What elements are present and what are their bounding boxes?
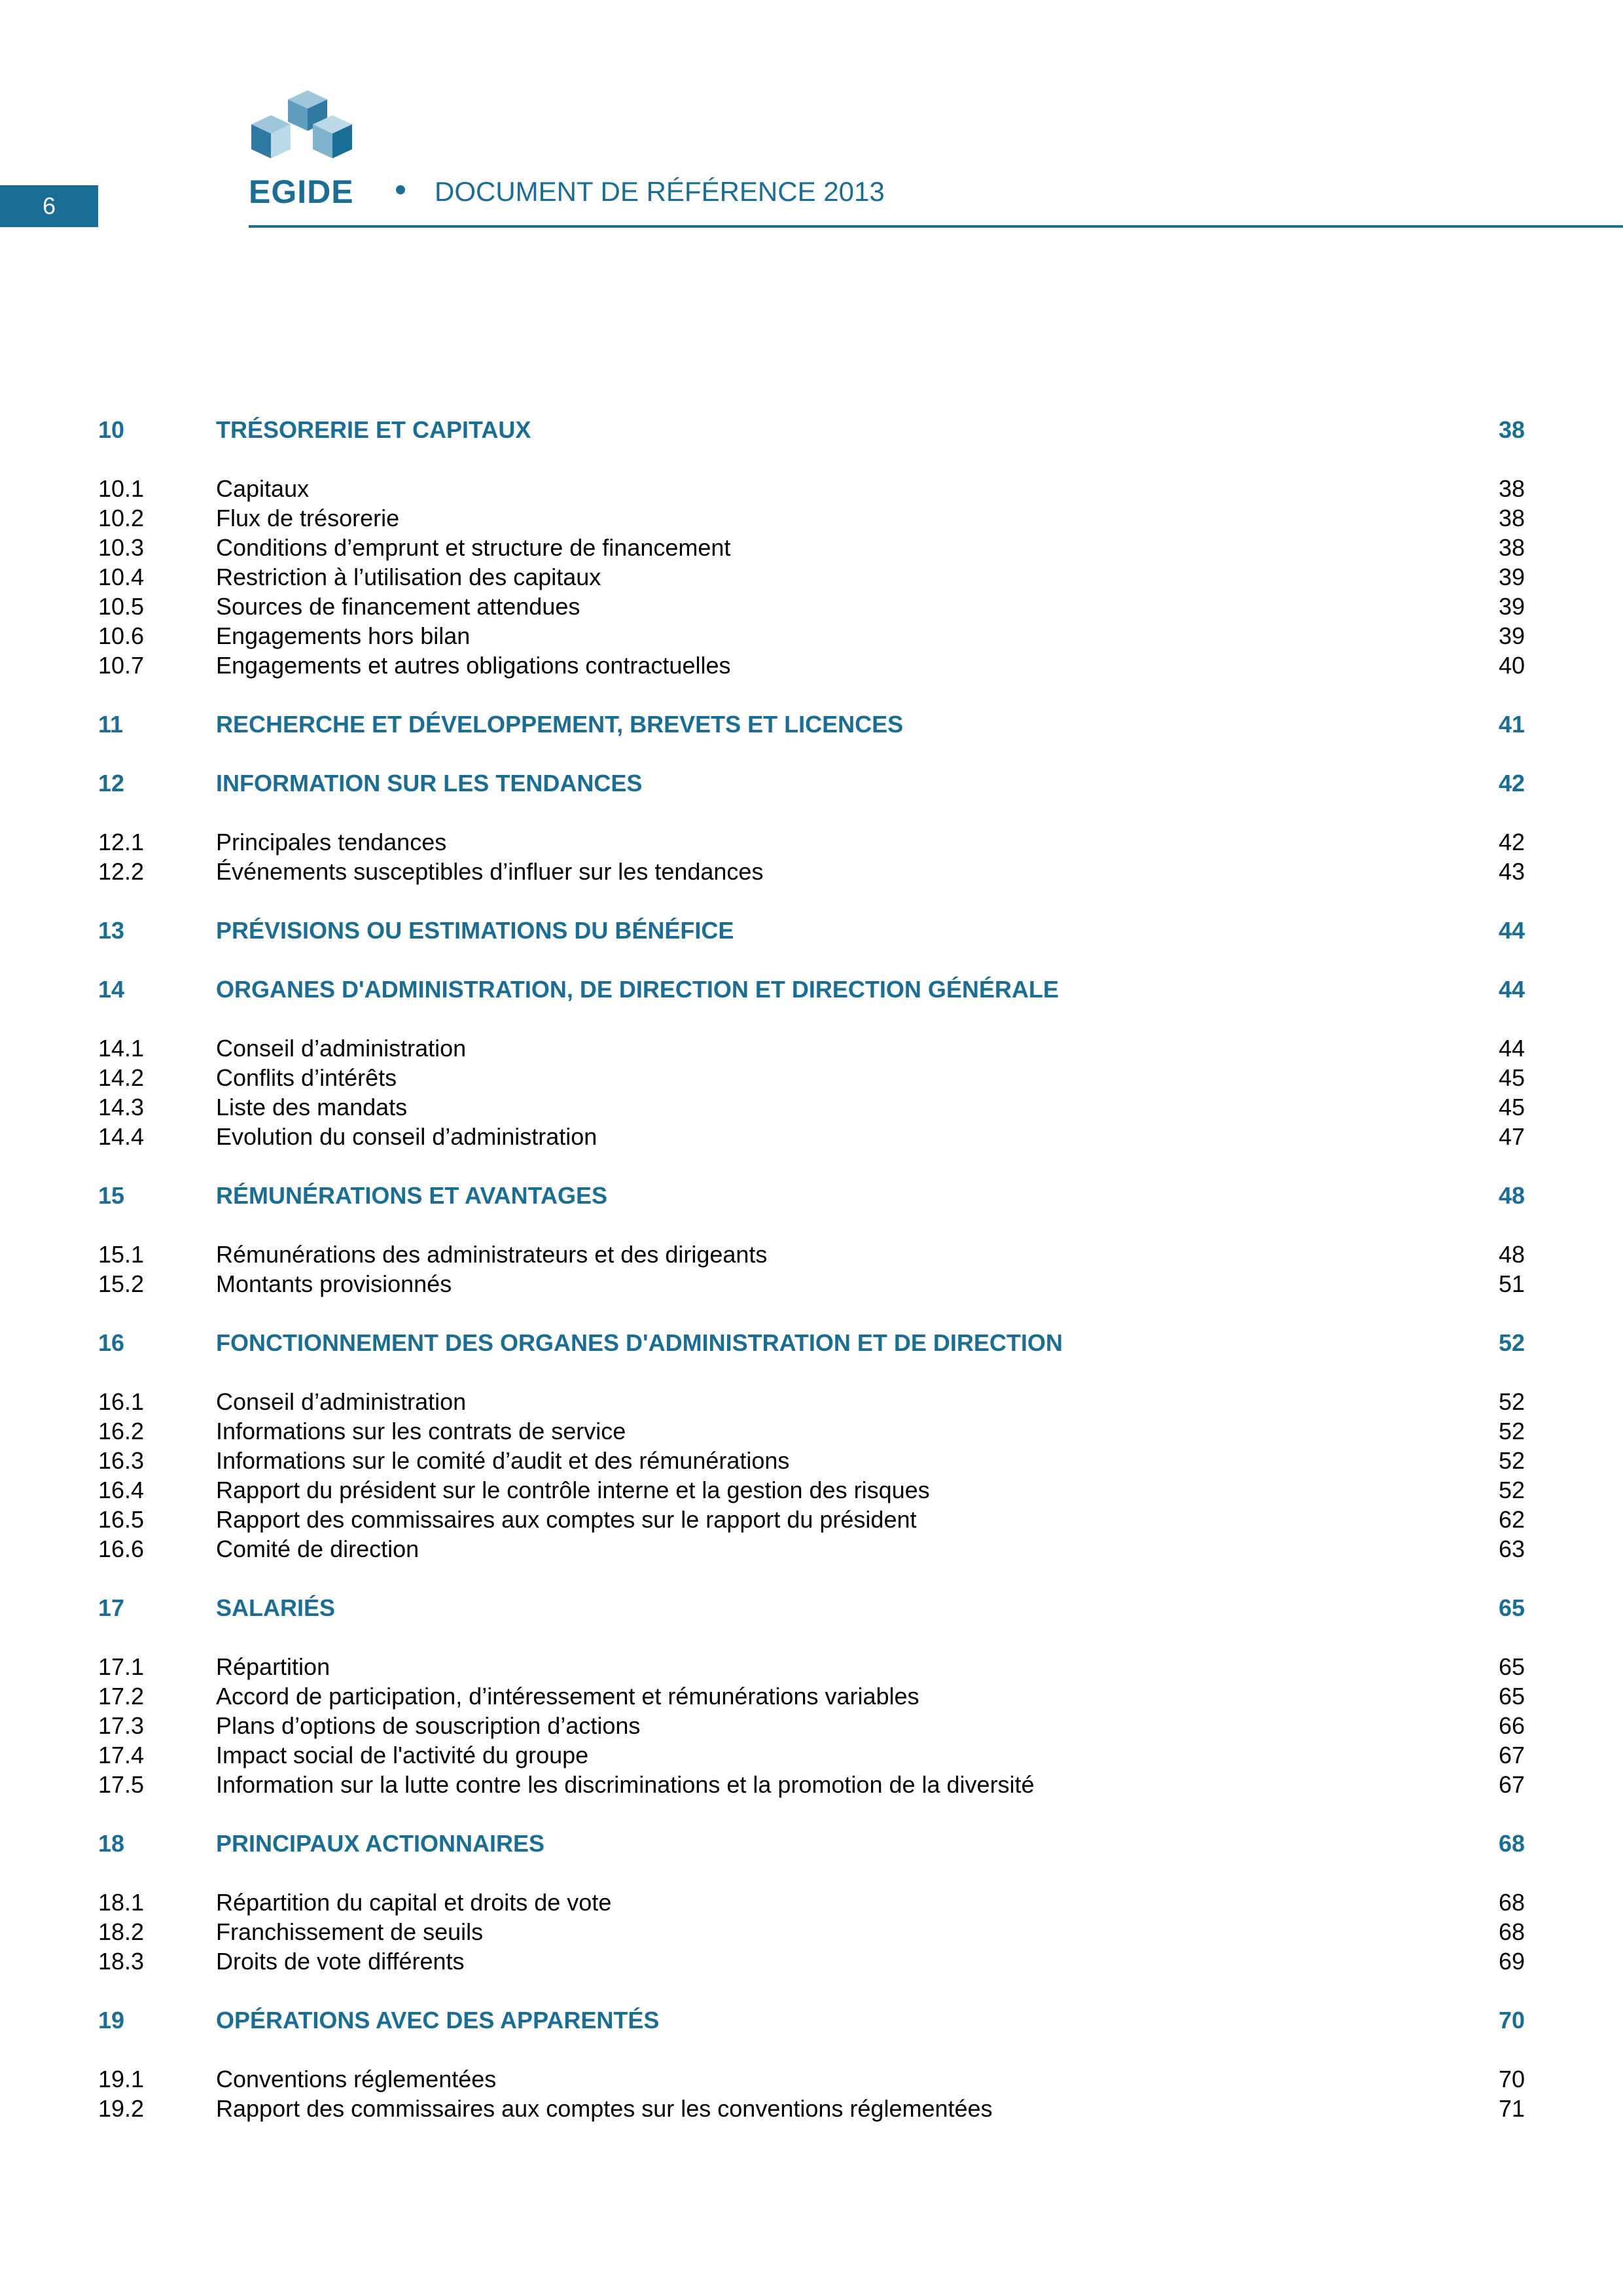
toc-entry-row[interactable] <box>0 651 1623 681</box>
toc-section-row[interactable] <box>0 2005 1623 2036</box>
toc-number: 18.2 <box>98 1918 145 1945</box>
toc-page-number: 52 <box>1498 1477 1525 1503</box>
toc-label: TRÉSORERIE ET CAPITAUX <box>216 416 531 443</box>
toc-entry-row[interactable] <box>0 1917 1623 1947</box>
toc-page-number: 65 <box>1498 1683 1525 1710</box>
toc-number: 17.5 <box>98 1771 145 1798</box>
toc-number: 16.4 <box>98 1477 145 1503</box>
toc-number: 16.2 <box>98 1418 145 1444</box>
toc-page-number: 38 <box>1498 416 1525 443</box>
toc-page-number: 39 <box>1498 593 1525 620</box>
toc-entry-row[interactable] <box>0 621 1623 651</box>
toc-number: 18.1 <box>98 1889 145 1916</box>
toc-entry-row[interactable] <box>0 1416 1623 1446</box>
toc-entry-row[interactable] <box>0 1681 1623 1712</box>
toc-number: 10.1 <box>98 475 145 502</box>
toc-label: Conseil d’administration <box>216 1035 467 1062</box>
toc-label: Conflits d’intérêts <box>216 1064 397 1091</box>
toc-number: 15.1 <box>98 1241 145 1268</box>
toc-label: Evolution du conseil d’administration <box>216 1123 597 1150</box>
toc-section-row[interactable] <box>0 975 1623 1005</box>
toc-label: Accord de participation, d’intéressement et rémunérations variables <box>216 1683 919 1710</box>
toc-label: Rapport des commissaires aux comptes sur les conventions réglementées <box>216 2095 993 2122</box>
toc-section-row[interactable] <box>0 1593 1623 1623</box>
toc-label: OPÉRATIONS AVEC DES APPARENTÉS <box>216 2007 660 2034</box>
cubes-logo-icon <box>247 85 365 177</box>
toc-entry-row[interactable] <box>0 1534 1623 1564</box>
toc-section-row[interactable] <box>0 916 1623 946</box>
toc-section-row[interactable] <box>0 1829 1623 1859</box>
toc-entry-row[interactable] <box>0 1092 1623 1122</box>
logo-wordmark: EGIDE <box>249 173 354 210</box>
toc-page-number: 52 <box>1498 1388 1525 1415</box>
toc-entry-row[interactable] <box>0 1711 1623 1741</box>
toc-page-number: 67 <box>1498 1742 1525 1768</box>
toc-entry-row[interactable] <box>0 592 1623 622</box>
toc-page-number: 45 <box>1498 1064 1525 1091</box>
toc-entry-row[interactable] <box>0 562 1623 592</box>
toc-label: Montants provisionnés <box>216 1270 452 1297</box>
toc-number: 16.1 <box>98 1388 145 1415</box>
toc-page-number: 69 <box>1498 1948 1525 1975</box>
toc-label: Engagements et autres obligations contractuelles <box>216 652 731 679</box>
toc-page-number: 45 <box>1498 1094 1525 1121</box>
toc-number: 17.4 <box>98 1742 145 1768</box>
toc-label: Restriction à l’utilisation des capitaux <box>216 564 601 590</box>
toc-page-number: 66 <box>1498 1712 1525 1739</box>
toc-page-number: 44 <box>1498 976 1525 1003</box>
header-bullet <box>396 185 405 194</box>
toc-page-number: 52 <box>1498 1418 1525 1444</box>
toc-label: Conventions réglementées <box>216 2066 497 2092</box>
toc-number: 10.2 <box>98 505 145 531</box>
toc-page-number: 47 <box>1498 1123 1525 1150</box>
toc-label: Principales tendances <box>216 829 447 855</box>
toc-label: Information sur la lutte contre les discriminations et la promotion de la diversité <box>216 1771 1035 1798</box>
toc-label: RÉMUNÉRATIONS ET AVANTAGES <box>216 1182 608 1209</box>
toc-label: ORGANES D'ADMINISTRATION, DE DIRECTION ET DIRECTION GÉNÉRALE <box>216 976 1059 1003</box>
toc-entry-row[interactable] <box>0 1475 1623 1505</box>
toc-label: Franchissement de seuils <box>216 1918 484 1945</box>
toc-entry-row[interactable] <box>0 1505 1623 1535</box>
toc-page-number: 68 <box>1498 1830 1525 1857</box>
toc-page-number: 71 <box>1498 2095 1525 2122</box>
toc-page-number: 41 <box>1498 711 1525 738</box>
toc-number: 14.1 <box>98 1035 145 1062</box>
toc-page-number: 39 <box>1498 622 1525 649</box>
toc-section-row[interactable] <box>0 709 1623 740</box>
toc-entry-row[interactable] <box>0 1063 1623 1093</box>
toc-number: 16 <box>98 1329 125 1356</box>
toc-label: Plans d’options de souscription d’actions <box>216 1712 641 1739</box>
toc-number: 16.3 <box>98 1447 145 1474</box>
toc-entry-row[interactable] <box>0 857 1623 887</box>
toc-page-number: 65 <box>1498 1653 1525 1680</box>
toc-number: 10.6 <box>98 622 145 649</box>
toc-page-number: 68 <box>1498 1889 1525 1916</box>
toc-page-number: 44 <box>1498 917 1525 944</box>
toc-number: 15.2 <box>98 1270 145 1297</box>
toc-entry-row[interactable] <box>0 1033 1623 1064</box>
toc-entry-row[interactable] <box>0 1770 1623 1800</box>
toc-number: 12.1 <box>98 829 145 855</box>
toc-label: Informations sur le comité d’audit et des rémunérations <box>216 1447 790 1474</box>
toc-entry-row[interactable] <box>0 1122 1623 1152</box>
toc-page-number: 44 <box>1498 1035 1525 1062</box>
toc-page-number: 43 <box>1498 858 1525 885</box>
toc-page-number: 52 <box>1498 1329 1525 1356</box>
toc-number: 17 <box>98 1594 125 1621</box>
toc-page-number: 48 <box>1498 1241 1525 1268</box>
toc-label: Engagements hors bilan <box>216 622 471 649</box>
toc-number: 14.4 <box>98 1123 145 1150</box>
toc-label: Droits de vote différents <box>216 1948 465 1975</box>
toc-label: Informations sur les contrats de service <box>216 1418 626 1444</box>
toc-number: 19 <box>98 2007 125 2034</box>
toc-page-number: 40 <box>1498 652 1525 679</box>
toc-label: Impact social de l'activité du groupe <box>216 1742 589 1768</box>
toc-number: 14.2 <box>98 1064 145 1091</box>
toc-entry-row[interactable] <box>0 1946 1623 1977</box>
toc-label: Rapport des commissaires aux comptes sur le rapport du président <box>216 1506 917 1533</box>
toc-section-row[interactable] <box>0 768 1623 798</box>
toc-number: 18 <box>98 1830 125 1857</box>
toc-entry-row[interactable] <box>0 2064 1623 2094</box>
toc-number: 10 <box>98 416 125 443</box>
toc-entry-row[interactable] <box>0 1240 1623 1270</box>
page-number: 6 <box>42 192 56 219</box>
toc-number: 13 <box>98 917 125 944</box>
toc-entry-row[interactable] <box>0 1387 1623 1417</box>
toc-label: SALARIÉS <box>216 1594 336 1621</box>
toc-number: 17.1 <box>98 1653 145 1680</box>
toc-label: Conseil d’administration <box>216 1388 467 1415</box>
toc-page-number: 42 <box>1498 829 1525 855</box>
toc-page-number: 38 <box>1498 505 1525 531</box>
toc-number: 14 <box>98 976 125 1003</box>
page-number-tab <box>0 185 98 227</box>
toc-number: 16.6 <box>98 1535 145 1562</box>
toc-page-number: 38 <box>1498 475 1525 502</box>
toc-label: INFORMATION SUR LES TENDANCES <box>216 770 643 797</box>
toc-label: RECHERCHE ET DÉVELOPPEMENT, BREVETS ET LICENCES <box>216 711 904 738</box>
toc-number: 12 <box>98 770 125 797</box>
toc-page-number: 70 <box>1498 2066 1525 2092</box>
toc-entry-row[interactable] <box>0 2094 1623 2124</box>
toc-label: PRÉVISIONS OU ESTIMATIONS DU BÉNÉFICE <box>216 917 734 944</box>
toc-page-number: 68 <box>1498 1918 1525 1945</box>
toc-label: Répartition du capital et droits de vote <box>216 1889 612 1916</box>
toc-label: Événements susceptibles d’influer sur les tendances <box>216 858 764 885</box>
toc-page-number: 51 <box>1498 1270 1525 1297</box>
toc-label: Répartition <box>216 1653 330 1680</box>
toc-number: 14.3 <box>98 1094 145 1121</box>
toc-entry-row[interactable] <box>0 503 1623 533</box>
toc-entry-row[interactable] <box>0 1740 1623 1770</box>
toc-page-number: 52 <box>1498 1447 1525 1474</box>
toc-section-row[interactable] <box>0 415 1623 445</box>
toc-number: 19.1 <box>98 2066 145 2092</box>
toc-number: 18.3 <box>98 1948 145 1975</box>
toc-section-row[interactable] <box>0 1181 1623 1211</box>
toc-entry-row[interactable] <box>0 827 1623 857</box>
toc-page-number: 65 <box>1498 1594 1525 1621</box>
toc-entry-row[interactable] <box>0 1446 1623 1476</box>
toc-number: 12.2 <box>98 858 145 885</box>
toc-label: Rapport du président sur le contrôle interne et la gestion des risques <box>216 1477 930 1503</box>
toc-section-row[interactable] <box>0 1328 1623 1358</box>
toc-number: 17.2 <box>98 1683 145 1710</box>
toc-label: Sources de financement attendues <box>216 593 580 620</box>
toc-number: 10.4 <box>98 564 145 590</box>
toc-label: Capitaux <box>216 475 310 502</box>
toc-number: 16.5 <box>98 1506 145 1533</box>
toc-page-number: 63 <box>1498 1535 1525 1562</box>
toc-page-number: 62 <box>1498 1506 1525 1533</box>
toc-page-number: 39 <box>1498 564 1525 590</box>
toc-label: Conditions d’emprunt et structure de financement <box>216 534 731 561</box>
header-divider <box>249 225 1623 228</box>
toc-number: 17.3 <box>98 1712 145 1739</box>
toc-page-number: 70 <box>1498 2007 1525 2034</box>
toc-label: FONCTIONNEMENT DES ORGANES D'ADMINISTRATION ET DE DIRECTION <box>216 1329 1063 1356</box>
toc-entry-row[interactable] <box>0 474 1623 504</box>
toc-label: PRINCIPAUX ACTIONNAIRES <box>216 1830 545 1857</box>
toc-number: 10.7 <box>98 652 145 679</box>
toc-number: 11 <box>98 711 124 738</box>
document-title: DOCUMENT DE RÉFÉRENCE 2013 <box>435 176 885 207</box>
toc-number: 10.3 <box>98 534 145 561</box>
toc-number: 10.5 <box>98 593 145 620</box>
toc-label: Rémunérations des administrateurs et des dirigeants <box>216 1241 768 1268</box>
toc-number: 15 <box>98 1182 125 1209</box>
toc-number: 19.2 <box>98 2095 145 2122</box>
toc-page-number: 67 <box>1498 1771 1525 1798</box>
toc-entry-row[interactable] <box>0 1269 1623 1299</box>
toc-entry-row[interactable] <box>0 1888 1623 1918</box>
toc-entry-row[interactable] <box>0 533 1623 563</box>
toc-page-number: 48 <box>1498 1182 1525 1209</box>
toc-page-number: 42 <box>1498 770 1525 797</box>
toc-label: Liste des mandats <box>216 1094 408 1121</box>
toc-page-number: 38 <box>1498 534 1525 561</box>
toc-label: Flux de trésorerie <box>216 505 400 531</box>
toc-entry-row[interactable] <box>0 1652 1623 1682</box>
toc-label: Comité de direction <box>216 1535 419 1562</box>
